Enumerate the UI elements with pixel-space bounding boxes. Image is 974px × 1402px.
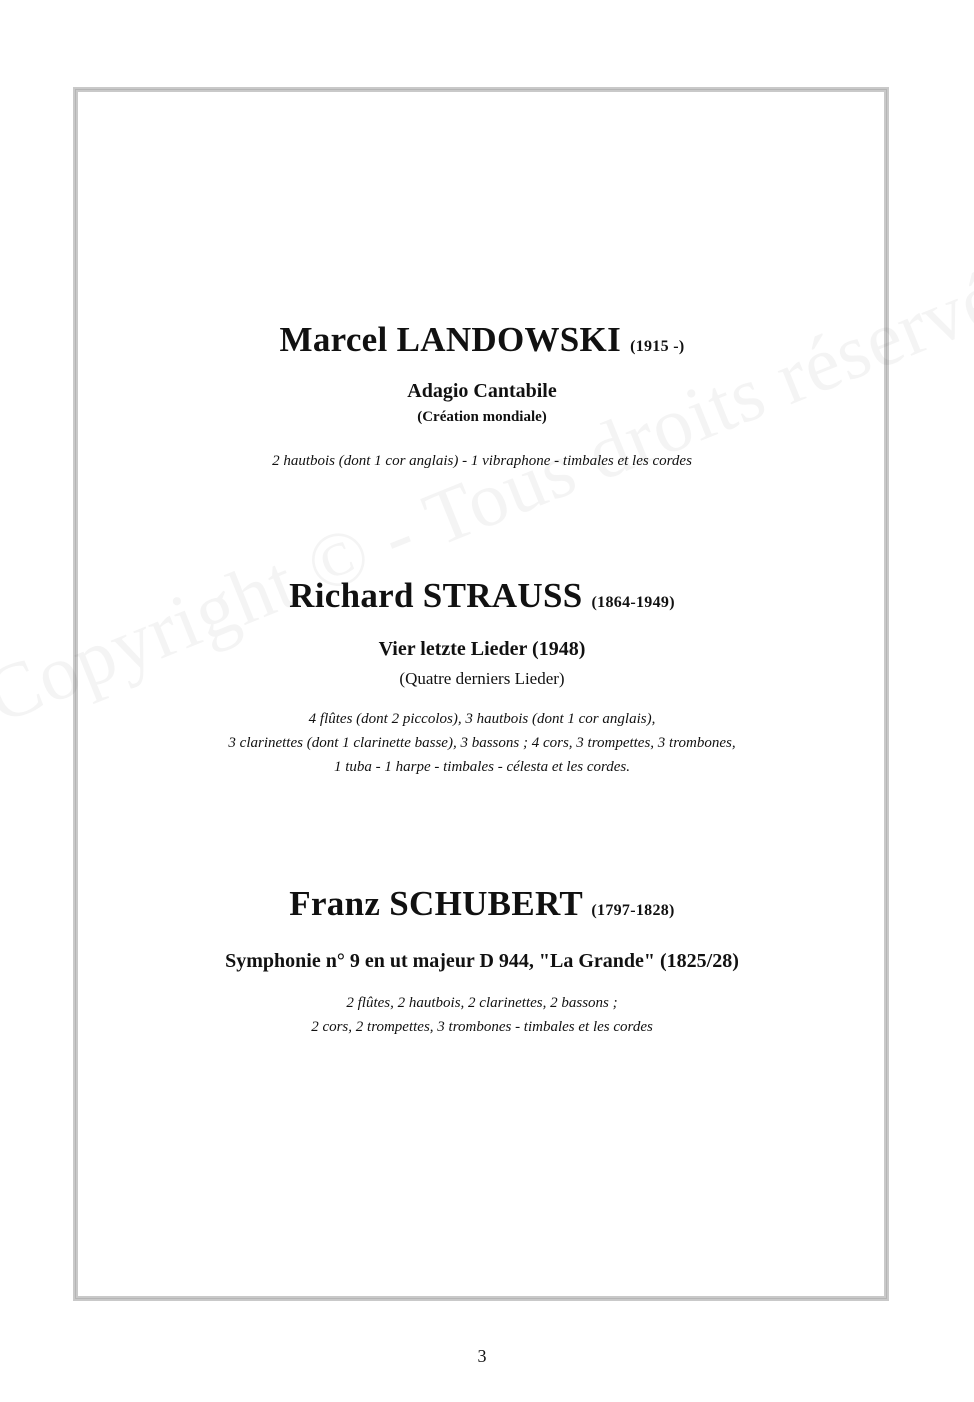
instrumentation	[0, 449, 964, 473]
composer-heading	[0, 884, 964, 931]
work-subtitle: (Création mondiale)	[417, 409, 547, 425]
composer-heading	[0, 320, 964, 367]
piece-strauss	[0, 576, 964, 779]
composer-dates: (1915 -)	[630, 338, 685, 355]
instrumentation	[0, 991, 964, 1039]
composer-dates: (1864-1949)	[591, 594, 675, 611]
composer-dates: (1797-1828)	[591, 902, 675, 919]
work-title: Vier letzte Lieder (1948)	[378, 638, 586, 660]
instrumentation-line: 2 flûtes, 2 hautbois, 2 clarinettes, 2 bassons ;	[346, 995, 618, 1011]
instrumentation-line: 3 clarinettes (dont 1 clarinette basse), 3 bassons ; 4 cors, 3 trompettes, 3 trombones,	[228, 735, 736, 751]
instrumentation	[0, 707, 964, 779]
instrumentation-line: 4 flûtes (dont 2 piccolos), 3 hautbois (dont 1 cor anglais),	[308, 711, 656, 727]
composer-heading	[0, 576, 964, 623]
instrumentation-line: 2 cors, 2 trompettes, 3 trombones - timbales et les cordes	[311, 1019, 653, 1035]
piece-schubert	[0, 884, 964, 1039]
work-title: Symphonie n° 9 en ut majeur D 944, "La Grande" (1825/28)	[225, 950, 739, 972]
piece-landowski	[0, 320, 964, 473]
work-title: Adagio Cantabile	[407, 380, 557, 402]
instrumentation-line: 2 hautbois (dont 1 cor anglais) - 1 vibraphone - timbales et les cordes	[272, 453, 692, 469]
composer-name: Marcel LANDOWSKI	[279, 320, 622, 359]
work-subtitle: (Quatre derniers Lieder)	[399, 669, 565, 688]
composer-name: Richard STRAUSS	[289, 576, 583, 615]
composer-name: Franz SCHUBERT	[289, 884, 583, 923]
instrumentation-line: 1 tuba - 1 harpe - timbales - célesta et les cordes.	[333, 759, 631, 775]
page-number: 3	[477, 1346, 487, 1366]
